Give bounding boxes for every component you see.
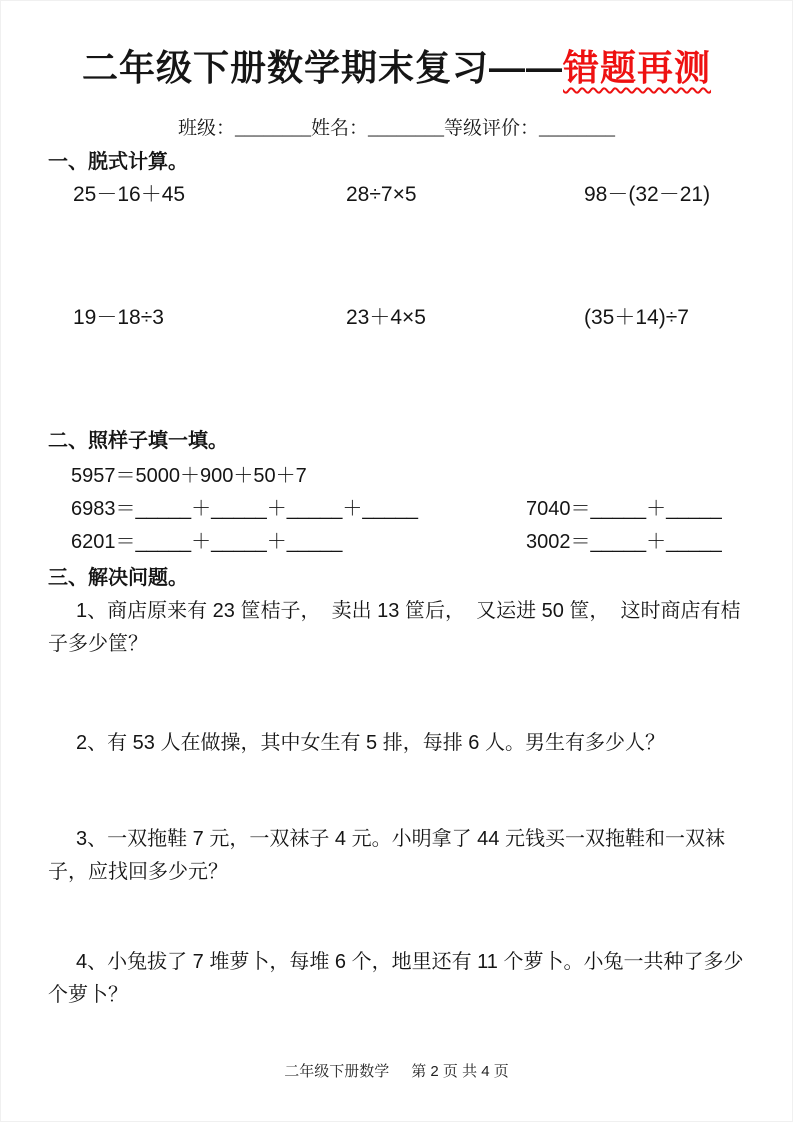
expression: 25－16＋45 [73,182,186,206]
fill-row-1 [1,493,792,526]
name-label: 姓名： [310,117,368,139]
footer-book-label: 二年级下册数学 [284,1063,390,1080]
class-label: 班级： [177,117,235,139]
fill-blank-equation: 6201＝_____＋_____＋_____ [71,530,343,553]
word-problem-3: 3、一双拖鞋 7 元，一双袜子 4 元。小明拿了 44 元钱买一双拖鞋和一双袜子，应找回多少元？ [48,827,725,883]
expression: 98－(32－21) [584,182,711,206]
student-info-line [1,113,792,140]
expression: 28÷7×5 [346,182,417,206]
fill-blank-equation: 3002＝_____＋_____ [526,530,722,553]
section2-heading: 二、照样子填一填。 [48,429,228,452]
expression: 23＋4×5 [346,305,426,329]
page-title [1,47,792,88]
word-problem-2: 2、有 53 人在做操，其中女生有 5 排，每排 6 人。男生有多少人？ [76,731,665,754]
section1-heading: 一、脱式计算。 [48,150,188,173]
fill-blank-equation: 7040＝_____＋_____ [526,497,722,520]
word-problem-4: 4、小兔拔了 7 堆萝卜，每堆 6 个，地里还有 11 个萝卜。小兔一共种了多少个萝卜？ [48,950,744,1006]
page-title-black: 二年级下册数学期末复习—— [81,47,563,88]
fill-example: 5957＝5000＋900＋50＋7 [71,464,307,487]
name-blank: ________ [368,117,444,139]
calc-row-2 [1,305,792,330]
expression: (35＋14)÷7 [584,305,689,329]
grade-blank: ________ [539,117,616,139]
grade-label: 等级评价： [444,117,540,139]
class-blank: ________ [234,117,311,139]
section3-heading: 三、解决问题。 [48,566,188,589]
fill-blank-equation: 6983＝_____＋_____＋_____＋_____ [71,497,418,520]
page-footer [1,1060,792,1081]
expression: 19－18÷3 [73,305,164,329]
calc-row-1 [1,182,792,207]
footer-page-number: 第 2 页 共 4 页 [411,1063,509,1080]
fill-row-2 [1,526,792,559]
fill-example-line [1,460,792,493]
page-title-red: 错题再测 [563,47,712,88]
word-problem-1: 1、商店原来有 23 筐桔子， 卖出 13 筐后， 又运进 50 筐， 这时商店有桔子多少筐？ [48,599,741,655]
